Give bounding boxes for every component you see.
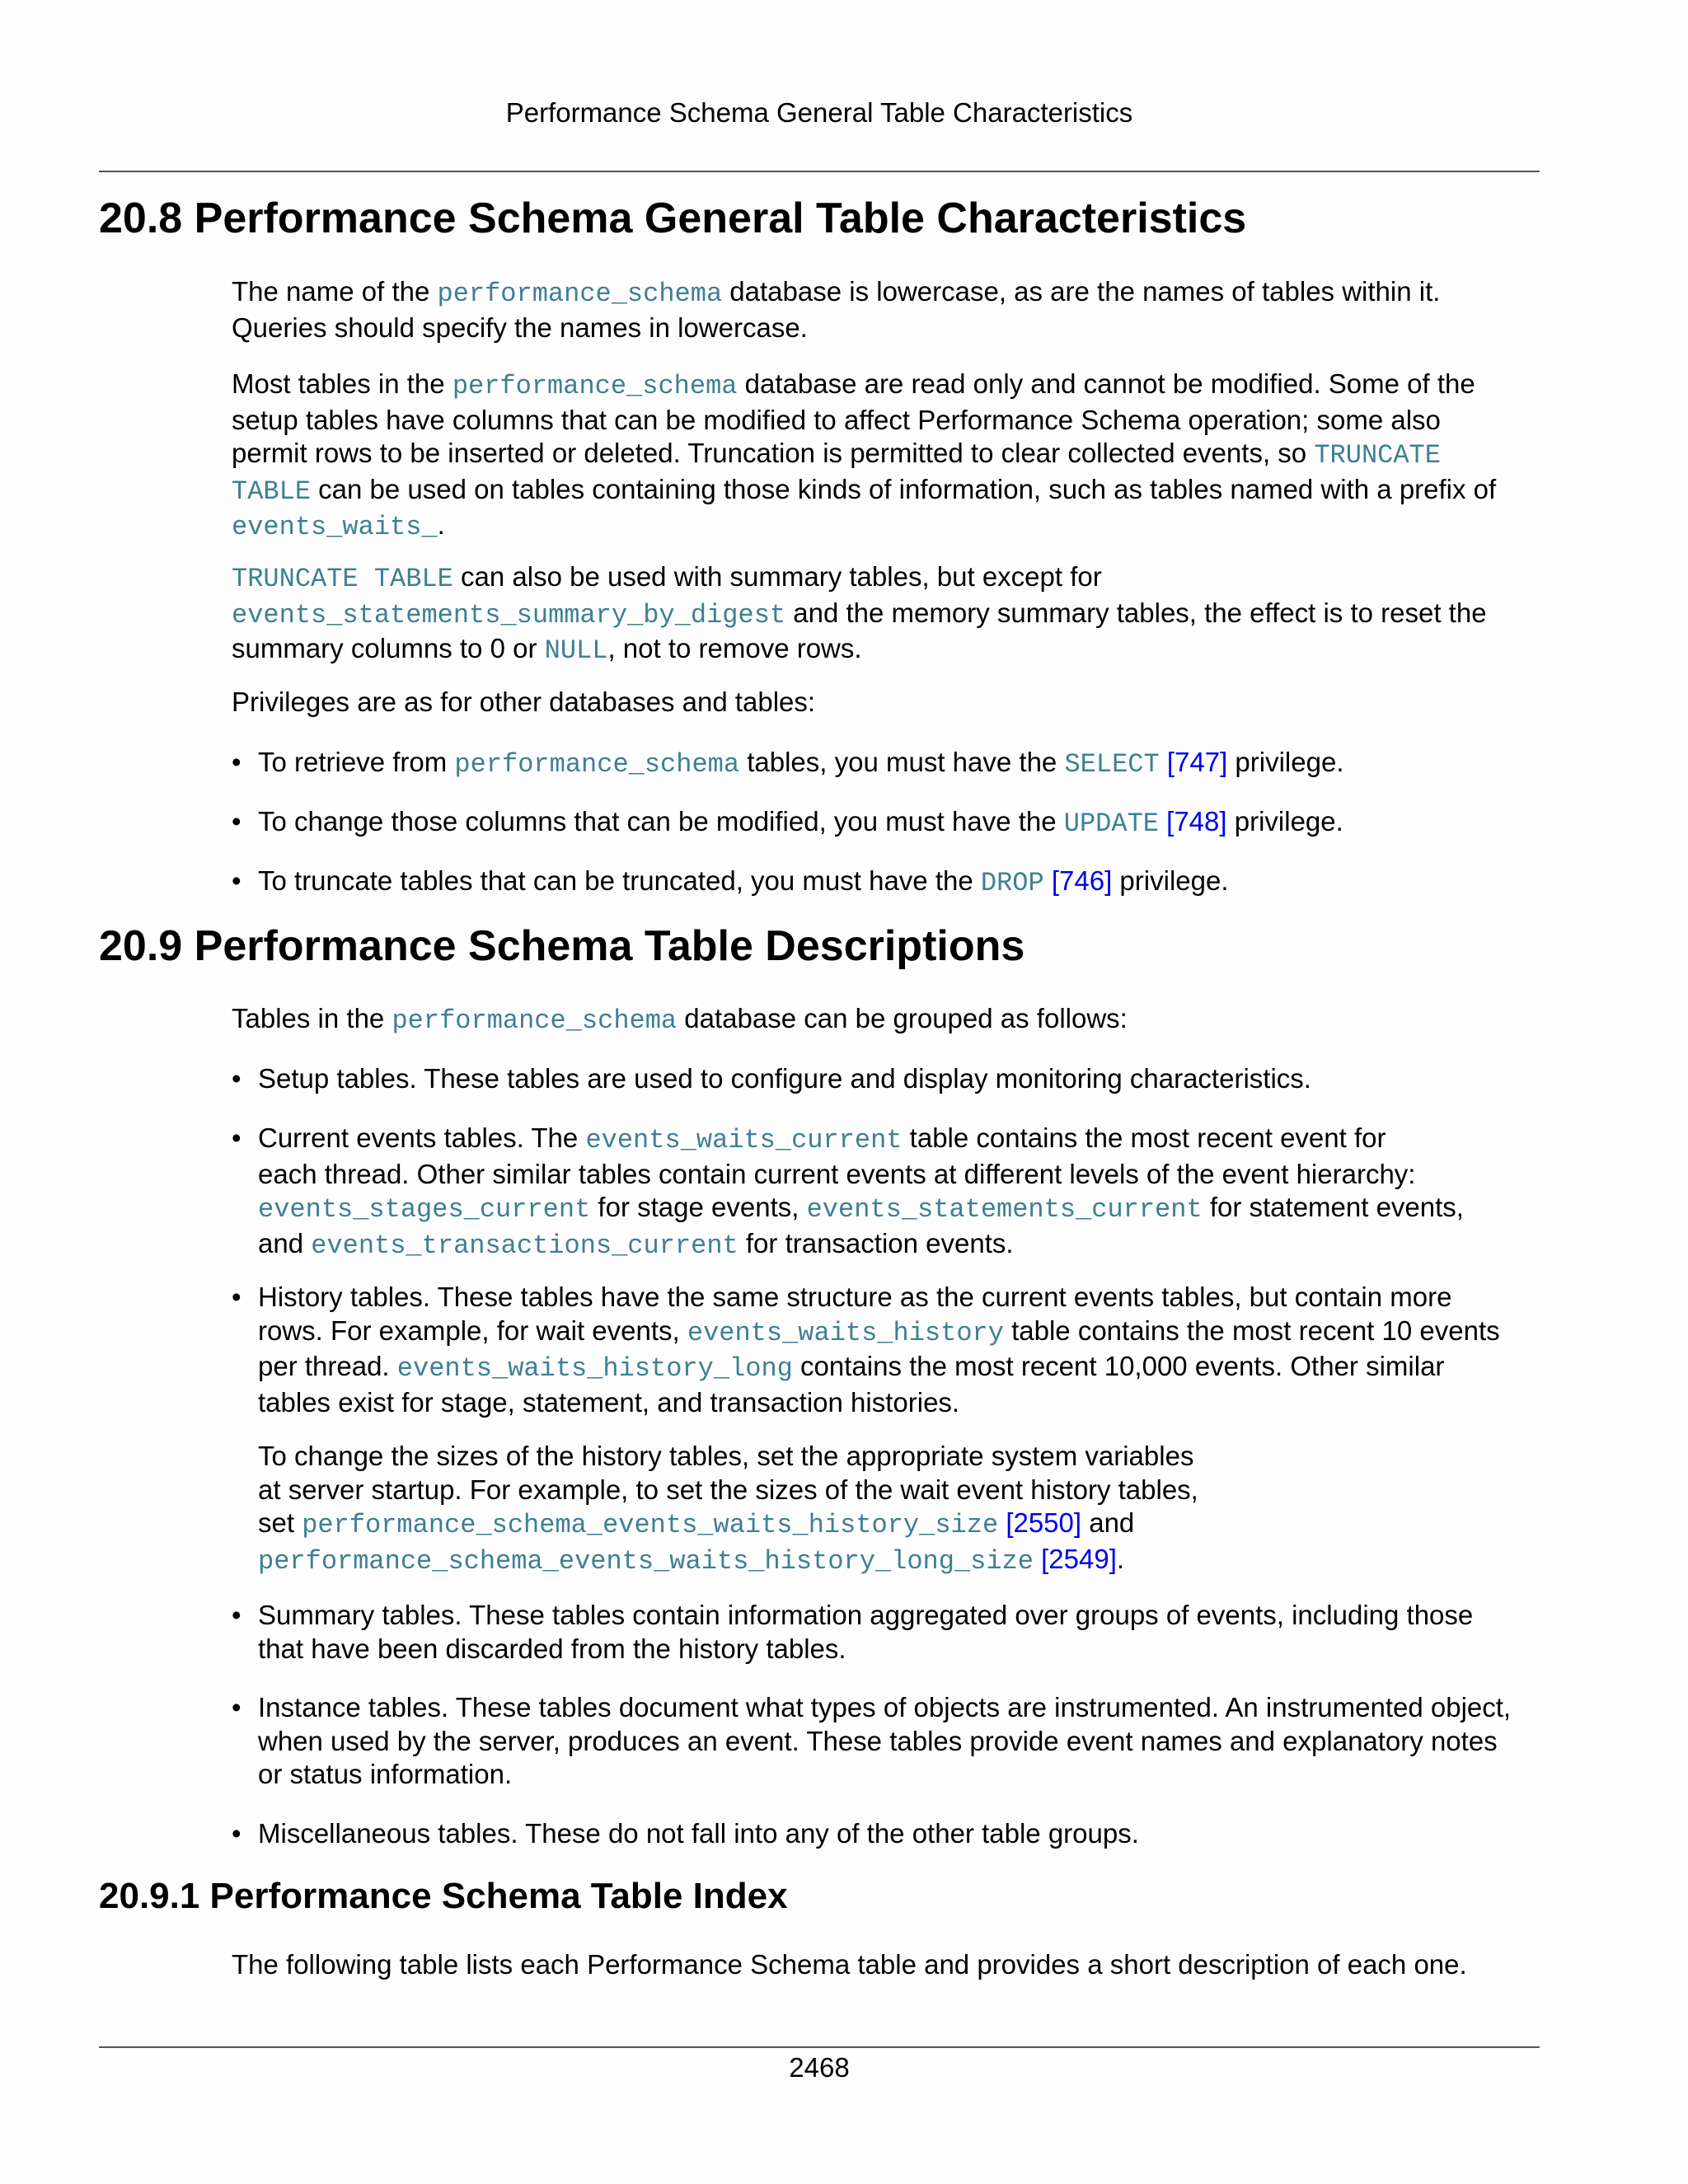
text: contains the most recent 10,000 events. Other similar — [792, 1351, 1445, 1381]
text: tables exist for stage, statement, and transaction histories. — [258, 1386, 960, 1418]
bullet-icon: • — [232, 747, 241, 777]
text: at server startup. For example, to set the sizes of the wait event history tables, — [258, 1474, 1198, 1505]
text: rows. For example, for wait events, — [258, 1315, 687, 1346]
bullet-icon: • — [232, 1122, 241, 1153]
paragraph-read-only — [232, 368, 1550, 545]
text: summary columns to 0 or — [232, 633, 545, 663]
ref-link-748[interactable]: [748] — [1166, 806, 1227, 837]
bullet-icon: • — [232, 1818, 241, 1849]
text: database is lowercase, as are the names of tables within it. — [722, 276, 1441, 307]
code-term: TRUNCATE TABLE — [232, 564, 453, 594]
text: Most tables in the — [232, 368, 452, 399]
list-item-select-privilege — [258, 746, 1552, 782]
code-term: UPDATE — [1063, 808, 1159, 839]
text: database can be grouped as follows: — [677, 1003, 1128, 1033]
list-item-current-events-tables — [258, 1122, 1552, 1263]
text: privilege. — [1112, 865, 1229, 896]
text: To change those columns that can be modified, you must have the — [258, 806, 1064, 837]
section-heading-20-9-1: 20.9.1 Performance Schema Table Index — [99, 1876, 788, 1916]
list-item-history-tables — [258, 1281, 1552, 1419]
code-term: TRUNCATE — [1314, 440, 1441, 471]
list-item-instance-tables — [258, 1691, 1552, 1792]
paragraph-table-index: The following table lists each Performance Schema table and provides a short description of each one. — [232, 1949, 1467, 1980]
code-term: events_waits_history — [687, 1317, 1004, 1348]
code-term: performance_schema_events_waits_history_long_size — [258, 1545, 1034, 1577]
bullet-icon: • — [232, 1692, 241, 1722]
ref-link-2550[interactable]: [2550] — [1006, 1507, 1082, 1538]
text: table contains the most recent 10 events — [1003, 1315, 1500, 1346]
text: permit rows to be inserted or deleted. Truncation is permitted to clear collected events, so — [232, 438, 1315, 468]
code-term: events_waits_current — [585, 1125, 903, 1155]
text: To truncate tables that can be truncated, you must have the — [258, 865, 981, 896]
ref-link-2549[interactable]: [2549] — [1041, 1543, 1117, 1574]
paragraph-truncate — [232, 560, 1550, 668]
running-header: Performance Schema General Table Characteristics — [505, 97, 1133, 128]
paragraph-grouping — [232, 1002, 1550, 1038]
ref-link-747[interactable]: [747] — [1166, 747, 1228, 777]
text: per thread. — [258, 1351, 397, 1381]
text: set — [258, 1507, 302, 1538]
section-heading-20-9: 20.9 Performance Schema Table Descriptions — [99, 922, 1025, 970]
text: To retrieve from — [258, 747, 455, 777]
list-item-update-privilege — [258, 805, 1552, 841]
code-term: events_statements_summary_by_digest — [232, 599, 786, 630]
text: tables, you must have the — [739, 747, 1065, 777]
text: for stage events, — [590, 1192, 807, 1222]
code-term: performance_schema — [452, 371, 738, 401]
code-term: events_transactions_current — [311, 1230, 738, 1261]
text: or status information. — [258, 1759, 513, 1789]
code-term: DROP — [980, 868, 1044, 898]
text: Summary tables. These tables contain information aggregated over groups of events, including those — [258, 1600, 1474, 1630]
text: and the memory summary tables, the effect is to reset the — [785, 597, 1487, 628]
page-number: 2468 — [789, 2052, 850, 2083]
text: for transaction events. — [738, 1227, 1014, 1258]
bullet-icon: • — [232, 1063, 241, 1094]
text: can also be used with summary tables, but except for — [452, 561, 1102, 592]
text: Queries should specify the names in lowercase. — [232, 312, 808, 343]
footer-rule — [99, 2046, 1540, 2048]
text: privilege. — [1226, 806, 1343, 837]
text: Current events tables. The — [258, 1122, 586, 1153]
code-term: performance_schema — [454, 749, 740, 780]
text: To change the sizes of the history tables, set the appropriate system variables — [258, 1441, 1194, 1471]
ref-link-746[interactable]: [746] — [1051, 865, 1113, 896]
text: privilege. — [1227, 747, 1344, 777]
code-term: performance_schema — [437, 279, 723, 309]
text: for statement events, — [1202, 1192, 1464, 1222]
code-term: NULL — [544, 635, 608, 666]
text: table contains the most recent event for — [902, 1122, 1386, 1153]
text: and — [1081, 1507, 1135, 1538]
code-term: TABLE — [232, 476, 312, 507]
text: The name of the — [232, 276, 438, 307]
list-item-misc-tables: Miscellaneous tables. These do not fall into any of the other table groups. — [258, 1818, 1139, 1849]
text: . — [1116, 1543, 1125, 1574]
text: setup tables have columns that can be modified to affect Performance Schema operation; some also — [232, 404, 1441, 435]
paragraph-db-name — [232, 275, 1550, 344]
code-term: performance_schema_events_waits_history_size — [302, 1510, 999, 1540]
code-term: events_waits_ — [232, 512, 438, 542]
bullet-icon: • — [232, 1600, 241, 1630]
text: each thread. Other similar tables contain current events at different levels of the event hierarchy: — [258, 1158, 1416, 1189]
code-term: SELECT — [1064, 749, 1160, 780]
paragraph-history-sizes — [258, 1440, 1552, 1578]
text: when used by the server, produces an event. These tables provide event names and explanatory notes — [258, 1725, 1498, 1756]
text: . — [437, 509, 445, 540]
text: Instance tables. These tables document what types of objects are instrumented. An instrumented object, — [258, 1692, 1512, 1722]
header-rule — [99, 171, 1540, 172]
text: and — [258, 1227, 312, 1258]
bullet-icon: • — [232, 806, 241, 837]
code-term: events_statements_current — [806, 1194, 1203, 1225]
text: that have been discarded from the history tables. — [258, 1633, 846, 1664]
section-heading-20-8: 20.8 Performance Schema General Table Characteristics — [99, 194, 1247, 242]
code-term: performance_schema — [392, 1005, 678, 1036]
code-term: events_stages_current — [258, 1194, 591, 1225]
text: database are read only and cannot be modified. Some of the — [737, 368, 1475, 399]
list-item-setup-tables: Setup tables. These tables are used to configure and display monitoring characteristics. — [258, 1063, 1311, 1094]
list-item-summary-tables — [258, 1599, 1552, 1666]
text: Tables in the — [232, 1003, 392, 1033]
paragraph-privileges: Privileges are as for other databases and tables: — [232, 687, 816, 717]
list-item-drop-privilege — [258, 865, 1552, 901]
text: , not to remove rows. — [607, 633, 862, 663]
text: can be used on tables containing those kinds of information, such as tables named with a prefix of — [311, 473, 1497, 504]
bullet-icon: • — [232, 1282, 241, 1312]
text: History tables. These tables have the same structure as the current events tables, but contain more — [258, 1282, 1452, 1312]
bullet-icon: • — [232, 865, 241, 896]
code-term: events_waits_history_long — [396, 1353, 793, 1384]
